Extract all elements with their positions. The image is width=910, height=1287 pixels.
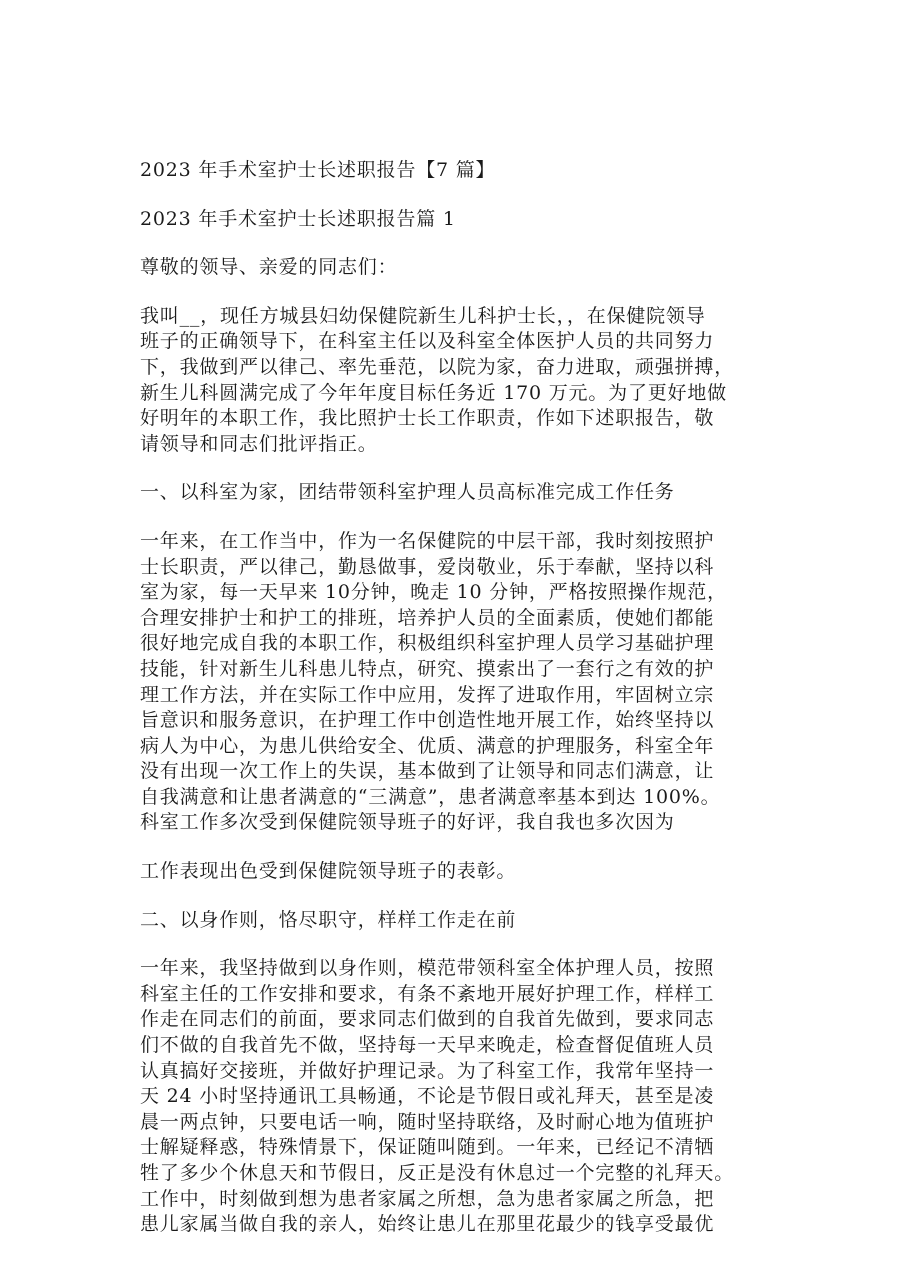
paragraph-line: 新生儿科圆满完成了今年年度目标任务近 170 万元。为了更好地做	[140, 381, 727, 404]
paragraph-line: 下，我做到严以律己、率先垂范，以院为家，奋力进取，顽强拼搏，	[140, 355, 735, 378]
paragraph-section-2	[140, 956, 780, 1238]
paragraph-line: 技能，针对新生儿科患儿特点，研究、摸索出了一套行之有效的护	[140, 657, 715, 680]
title-text: 2023 年手术室护士长述职报告【7 篇】	[140, 159, 496, 181]
paragraph-line: 天 24 小时坚持通讯工具畅通，不论是节假日或礼拜天，甚至是凌	[140, 1085, 715, 1108]
paragraph-line: 班子的正确领导下，在科室主任以及科室全体医护人员的共同努力	[140, 330, 715, 353]
paragraph-line: 士解疑释惑，特殊情景下，保证随叫随到。一年来，已经记不清牺	[140, 1136, 715, 1159]
paragraph-line: 我叫__，现任方城县妇幼保健院新生儿科护士长，，在保健院领导	[140, 304, 706, 327]
paragraph-line: 认真搞好交接班，并做好护理记录。为了科室工作，我常年坚持一	[140, 1059, 715, 1082]
paragraph-continuation	[140, 859, 780, 885]
paragraph-line: 一年来，我坚持做到以身作则，模范带领科室全体护理人员，按照	[140, 957, 715, 980]
document-subtitle	[140, 207, 780, 233]
heading-text: 二、以身作则，恪尽职守，样样工作走在前	[140, 908, 517, 931]
paragraph-line: 病人为中心，为患儿供给安全、优质、满意的护理服务，科室全年	[140, 734, 715, 757]
paragraph-line: 请领导和同志们批评指正。	[140, 432, 378, 455]
paragraph-line: 士长职责，严以律己，勤恳做事，爱岗敬业，乐于奉献，坚持以科	[140, 555, 715, 578]
section-heading-2	[140, 908, 780, 934]
paragraph-line: 牲了多少个休息天和节假日，反正是没有休息过一个完整的礼拜天。	[140, 1162, 735, 1184]
paragraph-line: 很好地完成自我的本职工作，积极组织科室护理人员学习基础护理	[140, 632, 715, 655]
paragraph-line: 旨意识和服务意识，在护理工作中创造性地开展工作，始终坚持以	[140, 709, 715, 732]
paragraph-line: 工作中，时刻做到想为患者家属之所想，急为患者家属之所急，把	[140, 1187, 715, 1210]
paragraph-line: 一年来，在工作当中，作为一名保健院的中层干部，我时刻按照护	[140, 529, 715, 552]
paragraph-line: 理工作方法，并在实际工作中应用，发挥了进取作用，牢固树立宗	[140, 683, 715, 706]
paragraph-line: 患儿家属当做自我的亲人，始终让患儿在那里花最少的钱享受最优	[140, 1213, 715, 1236]
document-body	[140, 158, 780, 1261]
paragraph-line: 工作表现出色受到保健院领导班子的表彰。	[140, 860, 517, 883]
document-title	[140, 158, 780, 184]
section-heading-1	[140, 480, 780, 506]
paragraph-line: 们不做的自我首先不做，坚持每一天早来晚走，检查督促值班人员	[140, 1034, 715, 1057]
paragraph-section-1	[140, 529, 780, 836]
paragraph-line: 科室主任的工作安排和要求，有条不紊地开展好护理工作，样样工	[140, 982, 715, 1005]
salutation-text: 尊敬的领导、亲爱的同志们：	[140, 256, 398, 279]
paragraph-line: 晨一两点钟，只要电话一响，随时坚持联络，及时耐心地为值班护	[140, 1110, 715, 1133]
paragraph-intro	[140, 304, 780, 458]
paragraph-line: 好明年的本职工作，我比照护士长工作职责，作如下述职报告，敬	[140, 407, 715, 430]
paragraph-line: 自我满意和让患者满意的“三满意”，患者满意率基本到达 100%。	[140, 785, 721, 808]
paragraph-line: 室为家，每一天早来 10分钟，晚走 10 分钟，严格按照操作规范，	[140, 581, 727, 604]
heading-text: 一、以科室为家，团结带领科室护理人员高标准完成工作任务	[140, 481, 675, 504]
paragraph-line: 没有出现一次工作上的失误，基本做到了让领导和同志们满意，让	[140, 760, 715, 783]
paragraph-line: 合理安排护士和护工的排班，培养护人员的全面素质，使她们都能	[140, 606, 715, 629]
paragraph-line: 作走在同志们的前面，要求同志们做到的自我首先做到，要求同志	[140, 1008, 715, 1031]
paragraph-line: 科室工作多次受到保健院领导班子的好评，我自我也多次因为	[140, 811, 675, 834]
salutation	[140, 255, 780, 281]
subtitle-text: 2023 年手术室护士长述职报告篇 1	[140, 207, 456, 230]
